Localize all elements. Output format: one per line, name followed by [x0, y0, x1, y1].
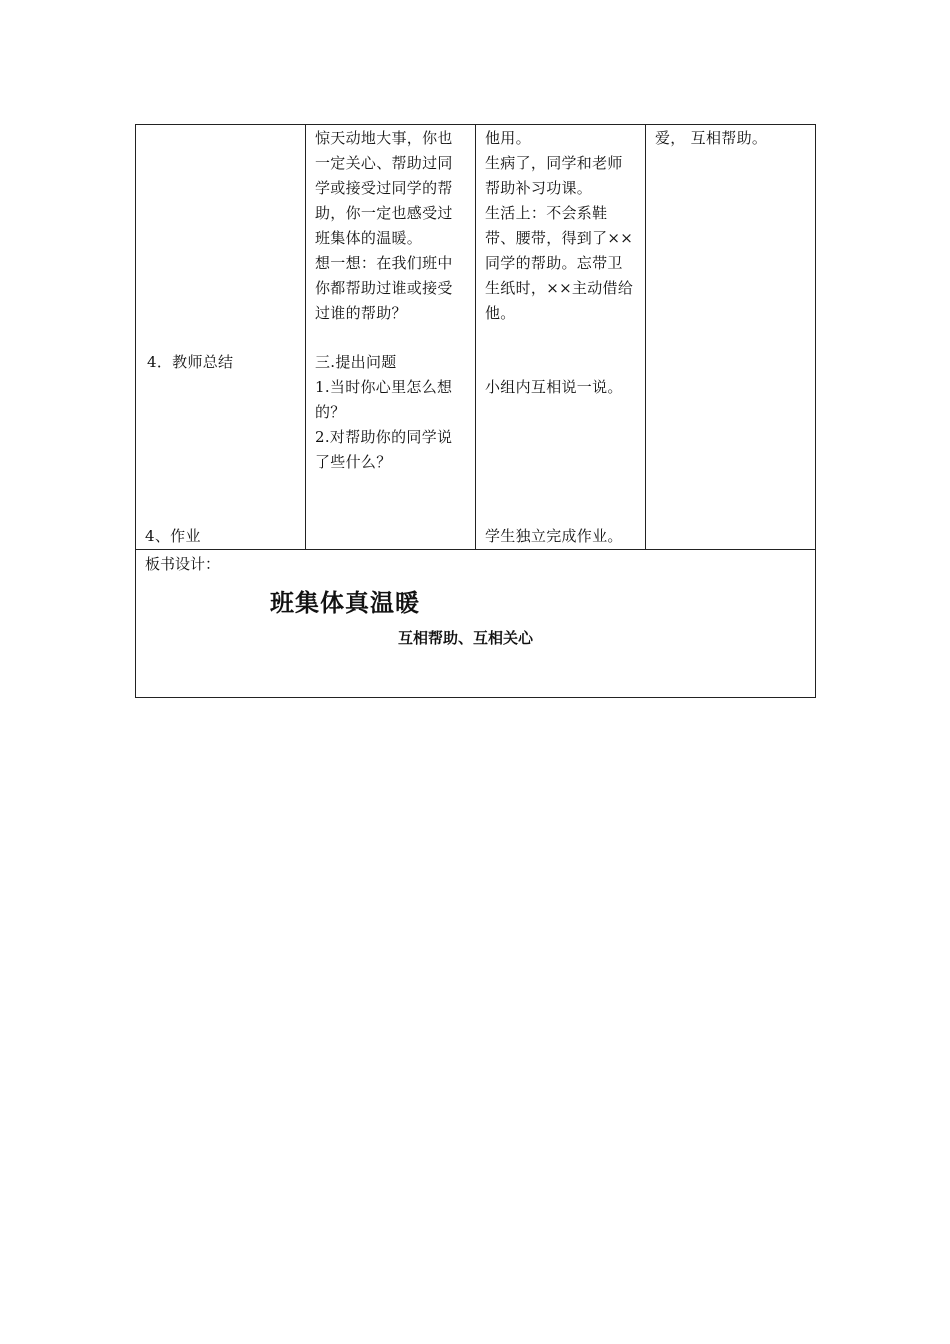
- text-line: 带、腰带，得到了××: [485, 229, 634, 247]
- text-line: 他。: [485, 304, 516, 322]
- teacher-activity-text: [315, 126, 453, 326]
- text-line: 过谁的帮助？: [315, 304, 407, 322]
- text-line: 学或接受过同学的帮: [315, 179, 453, 197]
- intent-column: [646, 125, 815, 549]
- student-activity-column: [476, 125, 645, 549]
- text-line: 了些什么？: [315, 453, 392, 471]
- board-subtitle: 互相帮助、互相关心: [398, 629, 534, 647]
- homework-text: 学生独立完成作业。: [485, 527, 623, 545]
- text-line: 生纸时，××主动借给: [485, 279, 634, 297]
- text-line: 他用。: [485, 129, 531, 147]
- lesson-table: [135, 124, 816, 698]
- board-design-label: 板书设计：: [145, 555, 221, 573]
- steps-column: [136, 125, 305, 549]
- text-line: 助，你一定也感受过: [315, 204, 453, 222]
- text-line: 班集体的温暖。: [315, 229, 423, 247]
- text-line: 的？: [315, 403, 346, 421]
- intent-text: 爱， 互相帮助。: [655, 129, 768, 147]
- text-line: 同学的帮助。忘带卫: [485, 254, 623, 272]
- question-section: [315, 350, 452, 475]
- student-activity-text: [485, 126, 633, 326]
- text-line: 你都帮助过谁或接受: [315, 279, 453, 297]
- text-line: 生活上：不会系鞋: [485, 204, 608, 222]
- step-homework: 4、作业: [145, 527, 201, 545]
- text-line: 想一想：在我们班中: [315, 254, 453, 272]
- text-line: 2.对帮助你的同学说: [315, 428, 453, 446]
- text-line: 三.提出问题: [315, 353, 397, 371]
- teacher-activity-column: [306, 125, 475, 549]
- board-title: 班集体真温暖: [270, 589, 420, 617]
- text-line: 1.当时你心里怎么想: [315, 378, 453, 396]
- step-teacher-summary: 4．教师总结: [147, 353, 234, 371]
- text-line: 惊天动地大事，你也: [315, 129, 453, 147]
- text-line: 帮助补习功课。: [485, 179, 593, 197]
- row-divider: [136, 549, 815, 550]
- text-line: 生病了，同学和老师: [485, 154, 623, 172]
- text-line: 一定关心、帮助过同: [315, 154, 453, 172]
- group-discussion-text: 小组内互相说一说。: [485, 378, 623, 396]
